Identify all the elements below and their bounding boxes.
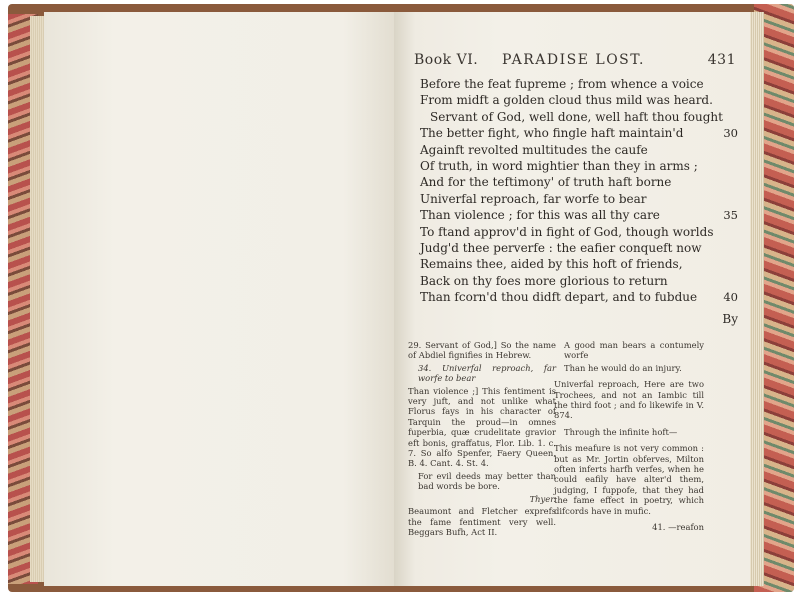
verse-line [420,158,714,174]
verse-line [420,142,714,158]
verse-line [420,109,723,125]
verse-line-text: Servant of God, well done, well haft thou fought [430,109,723,124]
line-number: 40 [723,290,738,305]
footnote: This meafure is not very common : but as Mr. Jortin obferves, Milton often inferts harfh verfes, when he could eafily have alter'd them, judging, I fuppofe, that they had the fame effect in poetry, which difcords have in mufic. [554,443,704,516]
verse-line [420,207,738,223]
verse-line [420,224,714,240]
catchword: By [722,312,738,326]
verse-line [420,289,738,305]
verse-line-text: And for the teftimony' of truth haft borne [420,175,672,190]
line-number: 30 [723,126,738,141]
page-number: 431 [707,52,736,68]
verse-line-text: From midft a golden cloud thus mild was heard. [420,93,713,108]
verse-line [420,256,714,272]
footnote: Than he would do an injury. [564,362,682,373]
verse-line-text: Than violence ; for this was all thy care [420,208,660,223]
footnote: A good man bears a contumely worfe [564,340,704,361]
footnote: Beaumont and Fletcher exprefs the fame fentiment very well. Beggars Bufh, Act II. [408,506,556,537]
line-number: 35 [723,208,738,223]
verse-block [420,76,738,305]
footnote: For evil deeds may better than bad words be bore. [418,470,556,492]
blank-left-page [44,12,396,586]
verse-line-text: Judg'd thee perverfe : the eafier conqueft now [420,240,702,255]
footnote: Univerfal reproach, Here are two Trochees, and not an Iambic till the third foot ; and fo likewife in V. 874. [554,379,704,421]
footnote: 34. Univerfal reproach, far worfe to bear [418,362,556,384]
verse-line-text: Remains thee, aided by this hoft of friends, [420,257,683,272]
verse-line-text: To ftand approv'd in fight of God, though worlds [420,224,714,239]
verse-line [420,174,714,190]
verse-line-text: Back on thy foes more glorious to return [420,273,668,288]
verse-line-text: Than fcorn'd thou didft depart, and to fubdue [420,290,698,305]
verse-line [420,76,714,92]
footnote-attribution: Thyer. [529,493,556,504]
right-page [394,12,750,586]
footnote-catchword: 41. —reafon [652,522,704,533]
verse-line-text: Univerfal reproach, far worfe to bear [420,191,647,206]
verse-line-text: The better fight, who fingle haft maintain'd [420,126,684,141]
verse-line-text: Of truth, in word mightier than they in arms ; [420,158,698,173]
verse-line-text: Againft revolted multitudes the caufe [420,142,648,157]
verse-line [420,240,714,256]
footnote: Than violence ;] This fentiment is very juft, and not unlike what Florus fays in his character of Tarquin the proud—in omnes fuperbia, quæ crudelitate gravior eft bonis, graffatus, Flor. Lib. 1. c. 7. So alfo Spenfer, Faery Queen, B. 4. Cant. 4. St. 4. [408,385,556,469]
verse-line [420,191,714,207]
verse-line [420,92,714,108]
open-book [8,4,794,592]
running-title: PARADISE LOST. [502,52,646,68]
footnotes-right-column [554,340,704,535]
verse-line [420,125,738,141]
footnote: 29. Servant of God,] So the name of Abdiel fignifies in Hebrew. [408,340,556,361]
book-label: Book VI. [414,52,479,68]
footnotes-left-column [408,340,556,539]
footnote: Through the infinite hoft— [564,426,678,437]
verse-line [420,273,714,289]
verse-line-text: Before the feat fupreme ; from whence a voice [420,77,704,91]
